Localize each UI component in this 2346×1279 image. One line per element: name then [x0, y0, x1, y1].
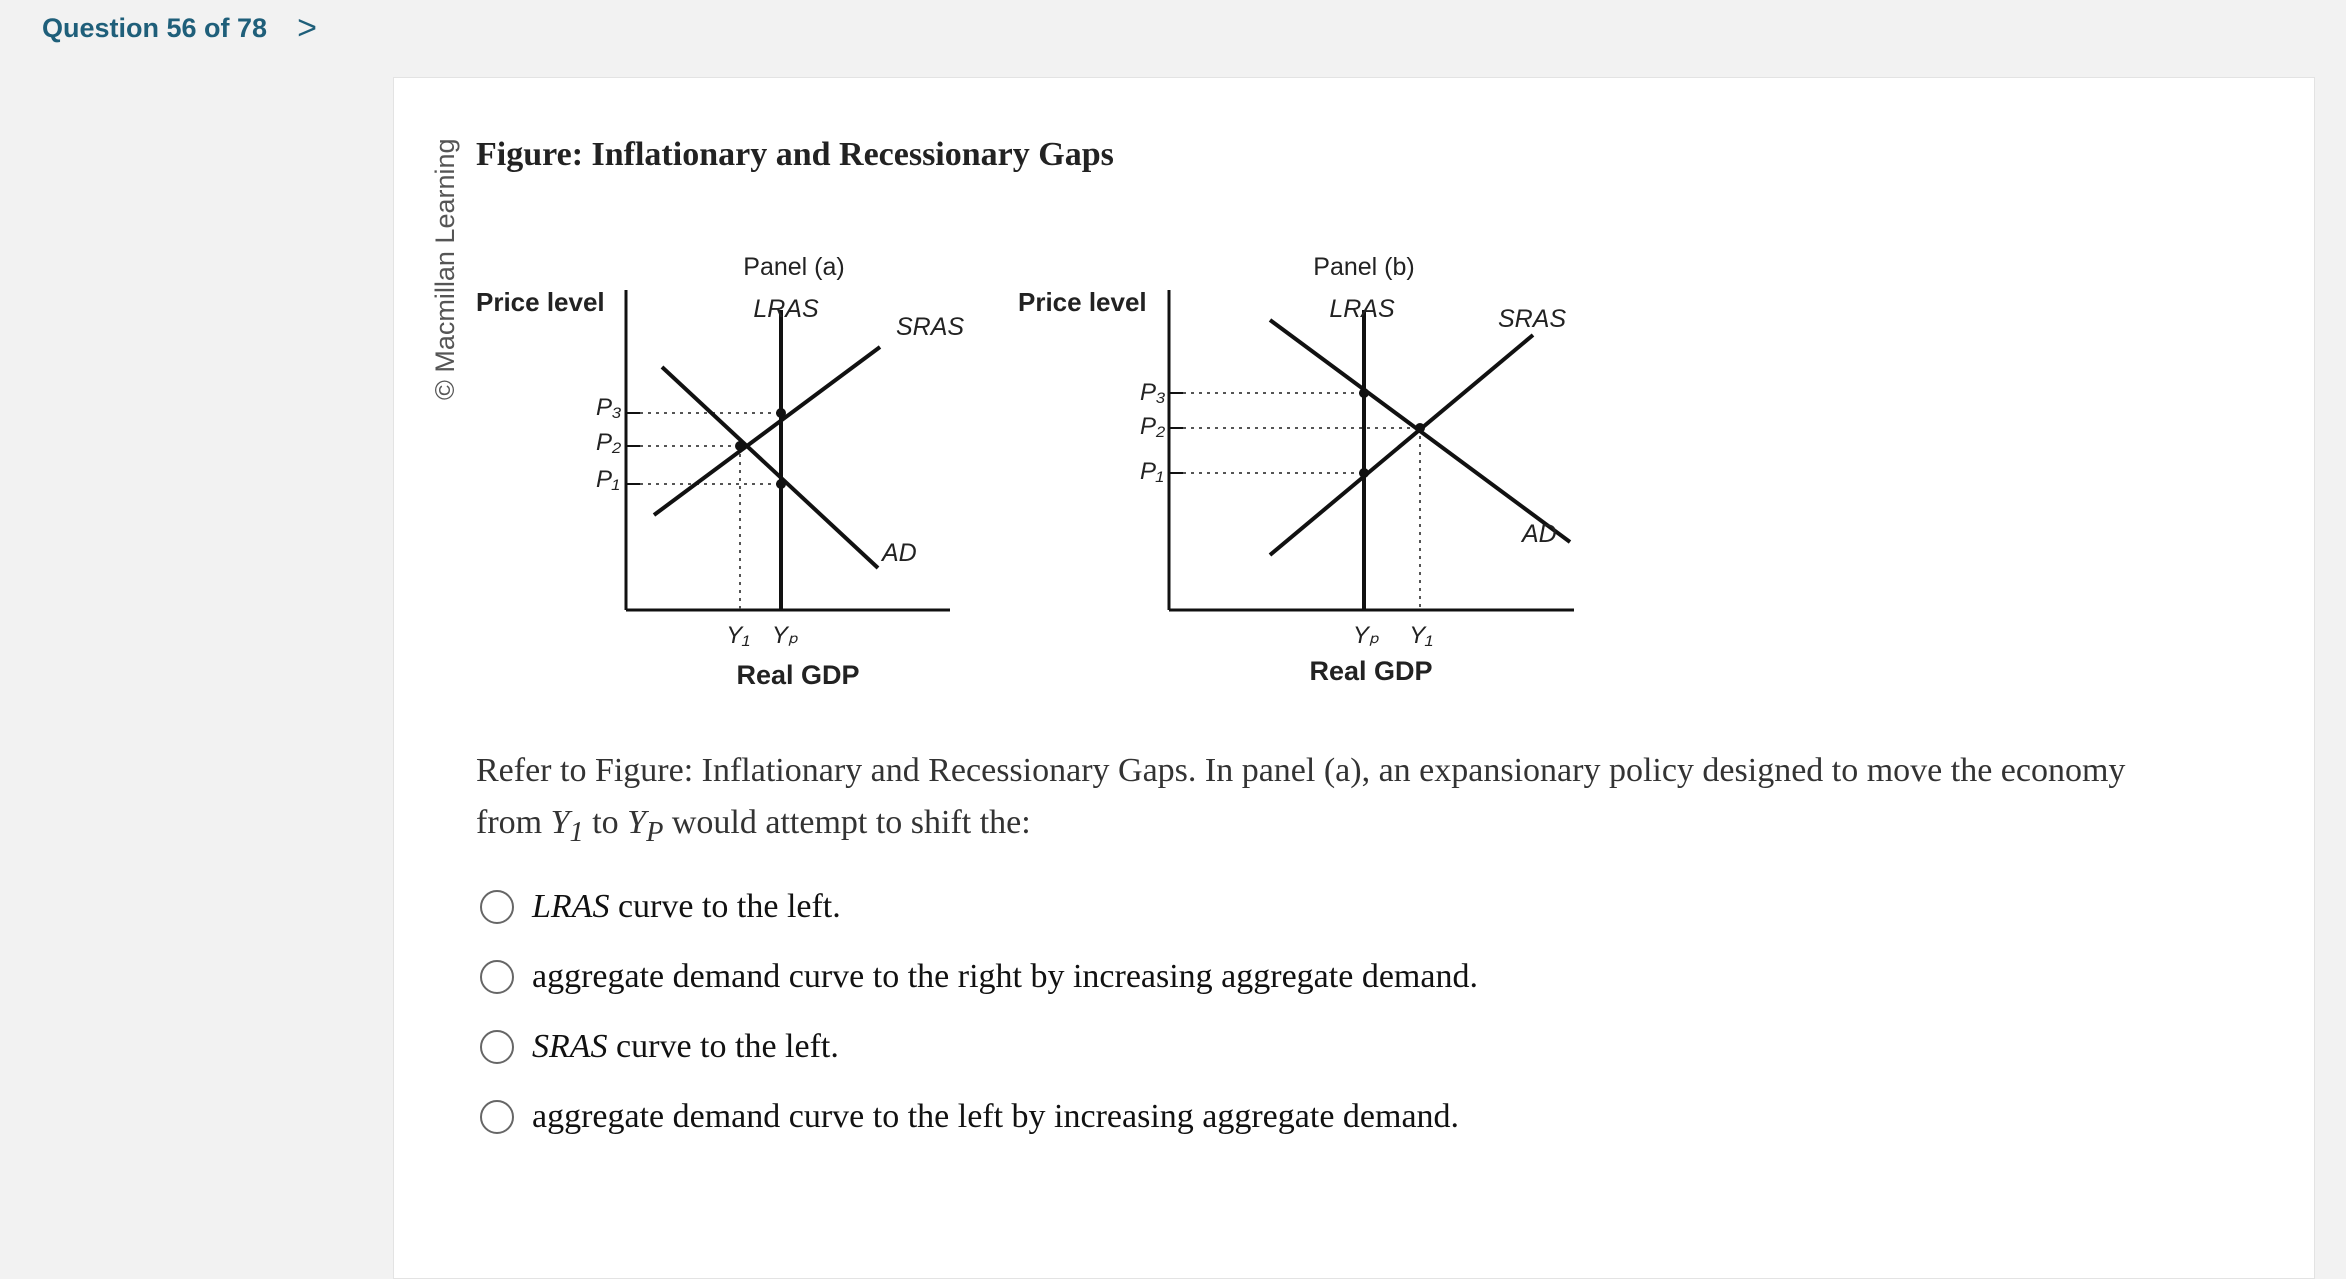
panel-b-yp-label: Yₚ: [1352, 622, 1380, 649]
question-y1: $Y_1$: [550, 804, 584, 848]
question-from: from: [476, 804, 543, 841]
panel-a-point: [776, 408, 786, 418]
panel-a-x-axis-label: Real GDP: [736, 660, 860, 690]
answer-options: [480, 872, 1478, 1152]
panel-a-y-axis-label: Price level: [476, 287, 605, 317]
panel-b-p2-label: P₂: [1140, 413, 1166, 440]
panel-a-sras-label: SRAS: [896, 313, 965, 341]
panel-a-lras-label: LRAS: [753, 295, 819, 323]
answer-option-3[interactable]: [480, 1012, 1478, 1082]
panel-b-p1-label: P₁: [1140, 458, 1164, 485]
answer-option-text: aggregate demand curve to the right by increasing aggregate demand.: [532, 958, 1478, 995]
panel-a-p1-label: P₁: [596, 466, 620, 493]
radio-button[interactable]: [480, 1100, 514, 1134]
figure-inflationary-recessionary-gaps: [440, 230, 1600, 700]
panel-b-ad-label: AD: [1522, 520, 1557, 548]
answer-option-text: aggregate demand curve to the left by increasing aggregate demand.: [532, 1098, 1460, 1135]
panel-a-ad-label: AD: [882, 539, 917, 567]
question-yp: $Y_P$: [627, 804, 664, 848]
question-text: [476, 745, 2236, 859]
answer-option-4[interactable]: [480, 1082, 1478, 1152]
copyright-credit: © Macmillan Learning: [430, 138, 460, 400]
panel-a-label: Panel (a): [743, 253, 845, 281]
question-to: to: [592, 804, 619, 841]
radio-button[interactable]: [480, 890, 514, 924]
panel-b-equilibrium-point: [1415, 423, 1425, 433]
question-counter: Question 56 of 78: [42, 12, 268, 43]
panel-b-point: [1359, 468, 1369, 478]
panel-b-y-axis-label: Price level: [1018, 287, 1147, 317]
question-line-1: Refer to Figure: Inflationary and Recessionary Gaps. In panel (a), an expansionary policy designed to move the economy: [476, 752, 2126, 789]
panel-a-equilibrium-point: [735, 441, 745, 451]
panel-b: [1018, 253, 1574, 686]
answer-option-text: LRAS curve to the left.: [532, 888, 841, 925]
panel-b-sras-curve: [1270, 335, 1533, 555]
answer-option-text: SRAS curve to the left.: [532, 1028, 839, 1065]
previous-edge-marker: [0, 12, 4, 42]
panel-a-y1-label: Y₁: [726, 622, 750, 649]
answer-option-2[interactable]: [480, 942, 1478, 1012]
answer-option-1[interactable]: [480, 872, 1478, 942]
panel-b-lras-label: LRAS: [1329, 295, 1395, 323]
panel-a-p2-label: P₂: [596, 429, 622, 456]
radio-button[interactable]: [480, 1030, 514, 1064]
panel-b-label: Panel (b): [1313, 253, 1415, 281]
panel-b-y1-label: Y₁: [1409, 622, 1433, 649]
panel-a: [476, 253, 964, 690]
panel-a-p3-label: P₃: [596, 394, 622, 421]
panel-a-yp-label: Yₚ: [771, 622, 799, 649]
panel-b-x-axis-label: Real GDP: [1309, 656, 1433, 686]
panel-a-point: [776, 479, 786, 489]
panel-a-ad-curve: [662, 367, 878, 568]
panel-a-sras-curve: [654, 347, 880, 515]
panel-b-point: [1359, 388, 1369, 398]
chevron-right-icon[interactable]: >: [297, 8, 317, 47]
figure-title: Figure: Inflationary and Recessionary Gaps: [476, 136, 1114, 173]
question-navigation: [42, 8, 317, 48]
panel-b-sras-label: SRAS: [1498, 305, 1567, 333]
panel-b-p3-label: P₃: [1140, 379, 1166, 406]
radio-button[interactable]: [480, 960, 514, 994]
question-rest: would attempt to shift the:: [671, 804, 1031, 841]
